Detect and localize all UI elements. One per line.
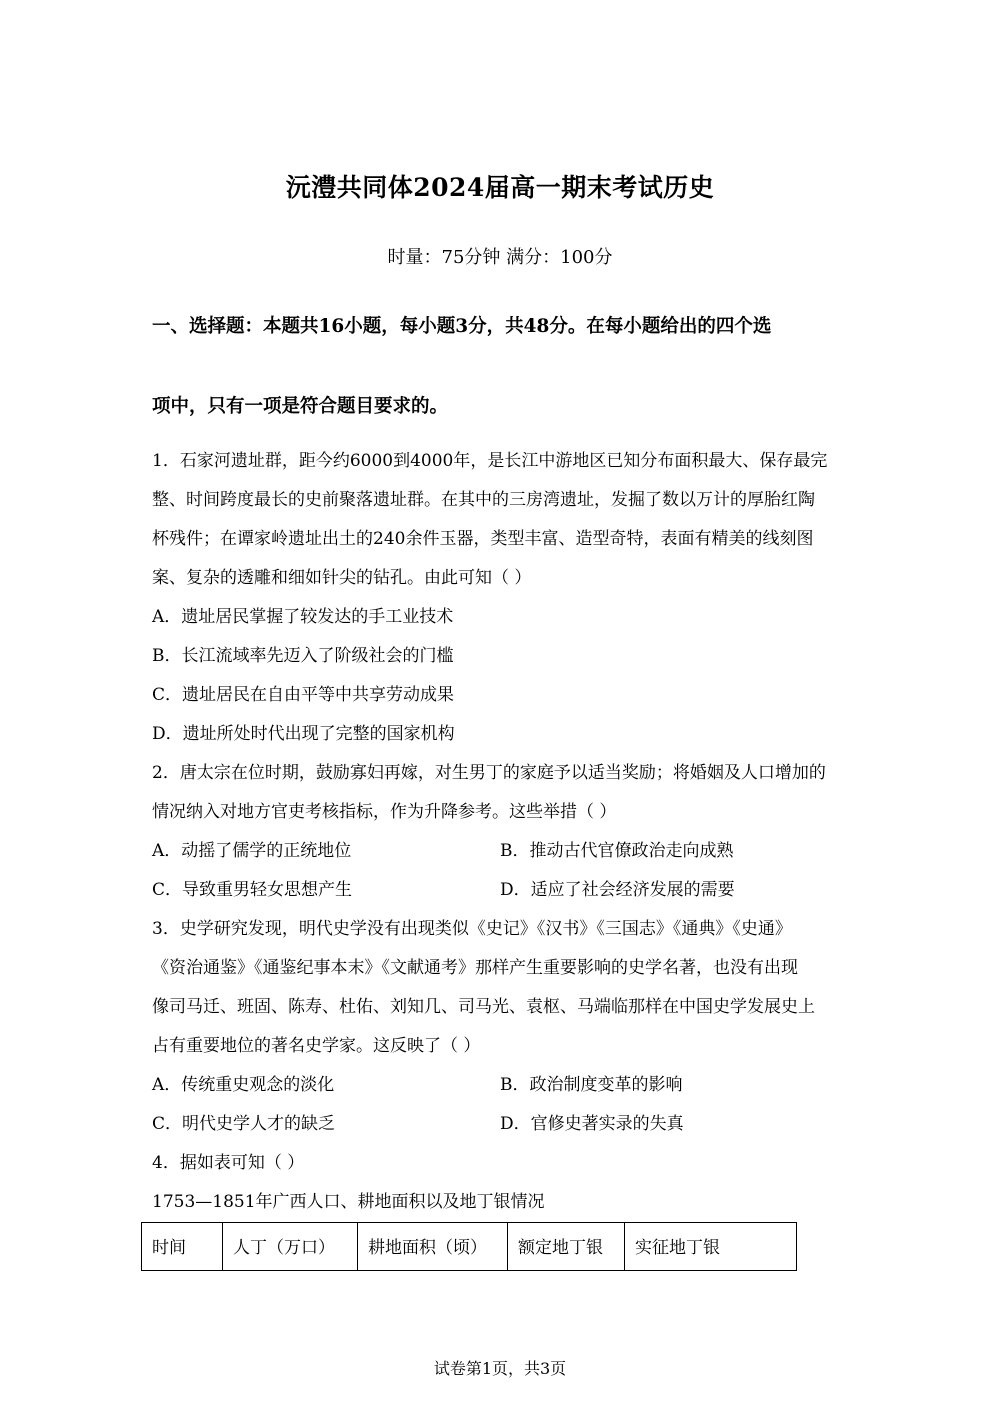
question-3-line: 像司马迁、班固、陈寿、杜佑、刘知几、司马光、袁枢、马端临那样在中国史学发展史上 [152,997,815,1017]
exam-subtitle: 时量：75分钟 满分：100分 [387,247,613,268]
question-3-option-a: A．传统重史观念的淡化 [152,1075,335,1095]
question-1-option-c: C．遗址居民在自由平等中共享劳动成果 [152,685,455,705]
section-heading-line-2: 项中，只有一项是符合题目要求的。 [152,396,449,417]
question-1-line: 1．石家河遗址群，距今约6000到4000年，是长江中游地区已知分布面积最大、保存最完 [152,451,828,471]
question-3-line: 3．史学研究发现，明代史学没有出现类似《史记》《汉书》《三国志》《通典》《史通》 [152,919,792,939]
question-2-line: 2．唐太宗在位时期，鼓励寡妇再嫁，对生男丁的家庭予以适当奖励；将婚姻及人口增加的 [152,763,826,783]
question-3-option-b: B．政治制度变革的影响 [500,1075,683,1095]
table-caption: 1753—1851年广西人口、耕地面积以及地丁银情况 [152,1192,545,1212]
question-3-option-d: D．官修史著实录的失真 [500,1114,684,1134]
table-header-cell: 耕地面积（顷） [358,1223,508,1271]
question-2-option-b: B．推动古代官僚政治走向成熟 [500,841,734,861]
question-2-option-d: D．适应了社会经济发展的需要 [500,880,735,900]
page-footer: 试卷第1页，共3页 [433,1359,567,1378]
question-1-line: 杯残件；在谭家岭遗址出土的240余件玉器，类型丰富、造型奇特，表面有精美的线刻图 [152,529,814,549]
question-1-line: 整、时间跨度最长的史前聚落遗址群。在其中的三房湾遗址，发掘了数以万计的厚胎红陶 [152,490,815,510]
table-header-cell: 实征地丁银 [625,1223,797,1271]
question-1-line: 案、复杂的透雕和细如针尖的钻孔。由此可知（ ） [152,568,532,588]
question-2-line: 情况纳入对地方官吏考核指标，作为升降参考。这些举措（ ） [152,802,617,822]
data-table [141,1222,797,1271]
question-2-option-a: A．动摇了儒学的正统地位 [152,841,352,861]
question-1-option-b: B．长江流域率先迈入了阶级社会的门槛 [152,646,454,666]
question-3-option-c: C．明代史学人才的缺乏 [152,1114,336,1134]
table-header-row [142,1223,797,1271]
question-3-line: 占有重要地位的著名史学家。这反映了（ ） [152,1036,481,1056]
table-header-cell: 时间 [142,1223,223,1271]
table-header-cell: 人丁（万口） [223,1223,358,1271]
section-heading-line-1: 一、选择题：本题共16小题，每小题3分，共48分。在每小题给出的四个选 [152,316,772,337]
question-4-line: 4．据如表可知（ ） [152,1153,305,1173]
question-1-option-d: D．遗址所处时代出现了完整的国家机构 [152,724,455,744]
question-1-option-a: A．遗址居民掌握了较发达的手工业技术 [152,607,454,627]
table-header-cell: 额定地丁银 [508,1223,625,1271]
question-3-line: 《资治通鉴》《通鉴纪事本末》《文献通考》那样产生重要影响的史学名著，也没有出现 [152,958,798,978]
question-2-option-c: C．导致重男轻女思想产生 [152,880,353,900]
exam-title: 沅澧共同体2024届高一期末考试历史 [285,173,715,202]
